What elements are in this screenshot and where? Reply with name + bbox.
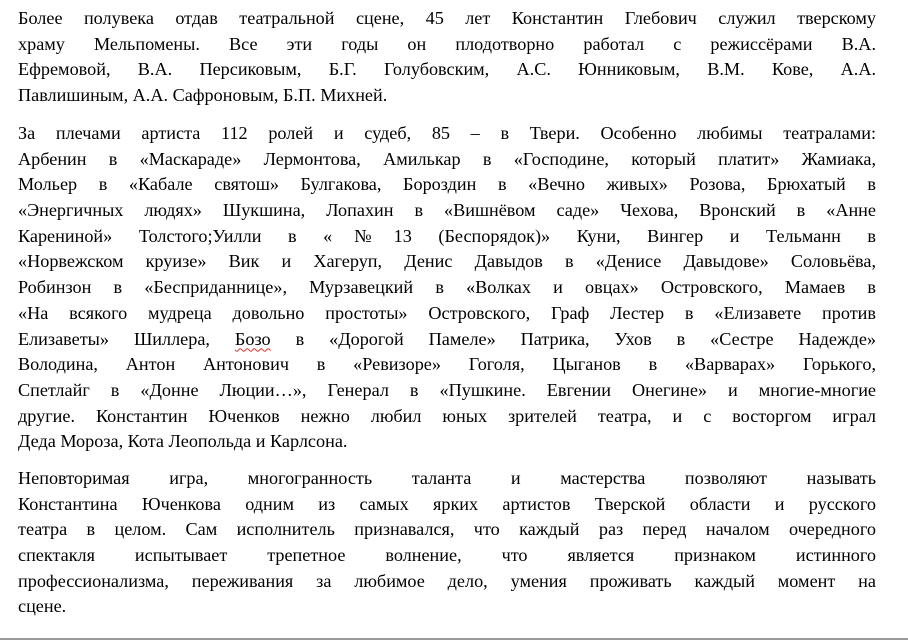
paragraph-line: За плечами артиста 112 ролей и судеб, 85 – в Твери. Особенно любимы театралами: xyxy=(18,123,876,143)
paragraph-line: другие. Константин Юченков нежно любил юных зрителей театра, и с восторгом играл xyxy=(18,405,876,426)
paragraph-line: Деда Мороза, Кота Леопольда и Карлсона. xyxy=(18,431,348,452)
paragraph-2 xyxy=(18,121,876,455)
paragraph-line: «Норвежском круизе» Вик и Хагеруп, Денис Давыдов в «Денисе Давыдове» Соловьёва, xyxy=(18,251,876,272)
spellcheck-flagged-word[interactable]: Бозо xyxy=(234,328,271,349)
paragraph-1 xyxy=(18,6,876,109)
paragraph-line: «На всякого мудреца довольно простоты» Островского, Граф Лестер в «Елизавете против xyxy=(18,302,876,323)
paragraph-line: Спетлайг в «Донне Люции…», Генерал в «Пушкине. Евгении Онегине» и многие-многие xyxy=(18,379,876,400)
paragraph-line: Ефремовой, В.А. Персиковым, Б.Г. Голубовским, А.С. Юнниковым, В.М. Кове, А.А. xyxy=(18,59,876,80)
paragraph-line: храму Мельпомены. Все эти годы он плодотворно работал с режиссёрами В.А. xyxy=(18,33,876,54)
paragraph-line: Робинзон в «Бесприданнице», Мурзавецкий в «Волках и овцах» Островского, Мамаев в xyxy=(18,277,876,298)
paragraph-line: Мольер в «Кабале святош» Булгакова, Бороздин в «Вечно живых» Розова, Брюхатый в xyxy=(18,174,876,195)
paragraph-line: Арбенин в «Маскараде» Лермонтова, Амилькар в «Господине, который платит» Жамиака, xyxy=(18,148,876,169)
paragraph-line-spellcheck: Елизаветы» Шиллера, Бозо в «Дорогой Памеле» Патрика, Ухов в «Сестре Надежде» xyxy=(18,328,876,349)
paragraph-line: Более полувека отдав театральной сцене, 45 лет Константин Глебович служил тверскому xyxy=(18,8,876,28)
paragraph-line: Володина, Антон Антонович в «Ревизоре» Гоголя, Цыганов в «Варварах» Горького, xyxy=(18,354,876,375)
paragraph-line: Павлишиным, А.А. Сафроновым, Б.П. Михней. xyxy=(18,85,388,106)
paragraph-line: театра в целом. Сам исполнитель признавался, что каждый раз перед началом очередного xyxy=(18,519,876,540)
paragraph-line: спектакля испытывает трепетное волнение, что является признаком истинного xyxy=(18,545,876,566)
paragraph-3 xyxy=(18,466,876,620)
paragraph-line: Карениной» Толстого;Уилли в «№13 (Беспорядок)» Куни, Вингер и Тельманн в xyxy=(18,225,876,246)
paragraph-line: Неповторимая игра, многогранность таланта и мастерства позволяют называть xyxy=(18,468,876,488)
paragraph-line: Константина Юченкова одним из самых ярких артистов Тверской области и русского xyxy=(18,493,876,514)
paragraph-line: профессионализма, переживания за любимое дело, умения проживать каждый момент на xyxy=(18,570,876,591)
paragraph-line: сцене. xyxy=(18,596,67,617)
paragraph-line: «Энергичных людях» Шукшина, Лопахин в «Вишнёвом саде» Чехова, Вронский в «Анне xyxy=(18,200,876,221)
